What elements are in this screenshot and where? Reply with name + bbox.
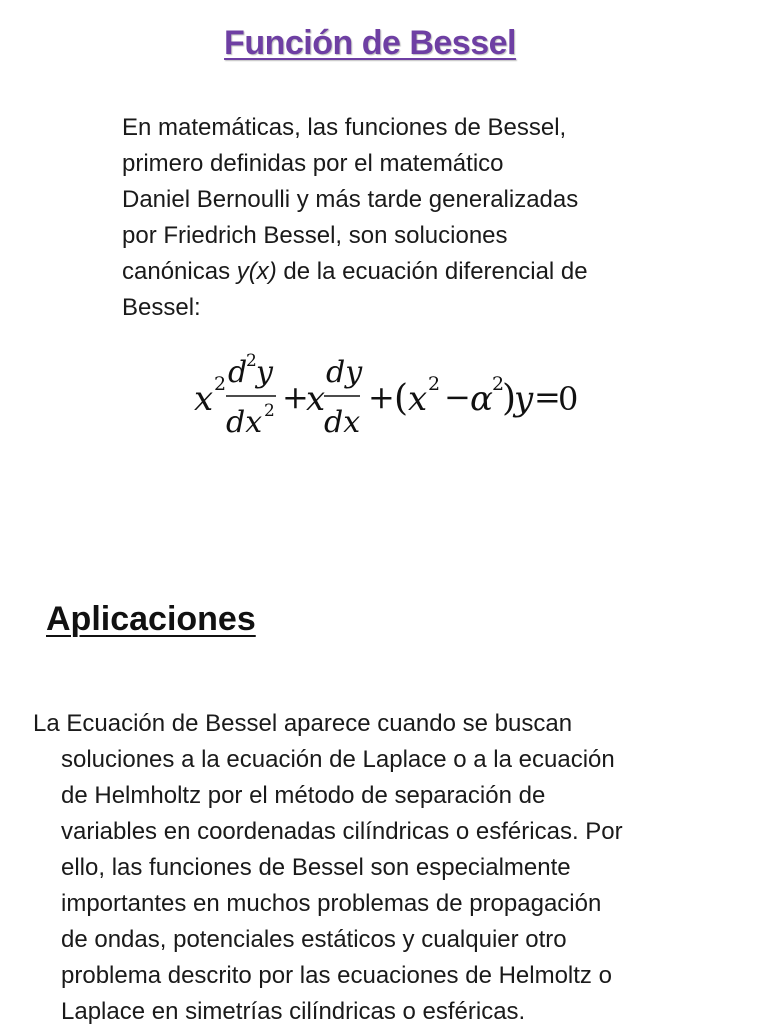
intro-text: de la ecuación diferencial de: [276, 258, 588, 285]
eq-alpha: α: [470, 379, 493, 419]
eq-rparen: ): [502, 378, 517, 419]
paragraph-line: importantes en muchos problemas de propagación: [61, 890, 602, 917]
eq-equals: =: [534, 378, 561, 416]
eq-lparen: (: [394, 378, 409, 419]
eq-x: x: [194, 379, 214, 419]
intro-line: Daniel Bernoulli y más tarde generalizadas: [122, 186, 579, 213]
paragraph-line: Laplace en simetrías cilíndricas o esféricas.: [61, 998, 526, 1025]
intro-line: [122, 254, 662, 290]
eq-sup: 2: [492, 373, 505, 395]
eq-sup: 2: [428, 373, 441, 395]
paragraph-line: de ondas, potenciales estáticos y cualquier otro: [61, 926, 567, 953]
intro-text: canónicas: [122, 258, 237, 285]
intro-paragraph: [122, 110, 662, 326]
paragraph-line: variables en coordenadas cilíndricas o esféricas. Por: [61, 818, 623, 845]
eq-minus: −: [444, 378, 471, 416]
eq-plus: +: [368, 378, 395, 416]
intro-line: por Friedrich Bessel, son soluciones: [122, 222, 508, 249]
intro-line: Bessel:: [122, 294, 201, 321]
paragraph-line: ello, las funciones de Bessel son especialmente: [61, 854, 571, 881]
paragraph-line: soluciones a la ecuación de Laplace o a la ecuación: [61, 746, 615, 773]
eq-y: y: [514, 379, 534, 419]
equation-svg: [190, 344, 590, 448]
eq-x: x: [306, 379, 326, 419]
intro-line: primero definidas por el matemático: [122, 150, 504, 177]
eq-x: x: [408, 379, 428, 419]
eq-plus: +: [282, 378, 309, 416]
paragraph-line: de Helmholtz por el método de separación de: [61, 782, 546, 809]
eq-sup: 2: [264, 401, 275, 421]
eq-zero: 0: [558, 380, 579, 418]
eq-dx: dx: [226, 405, 263, 440]
paragraph-line: La Ecuación de Bessel aparece cuando se buscan: [33, 710, 573, 737]
applications-paragraph: [33, 706, 753, 1030]
intro-italic-yx: y(x): [236, 258, 277, 285]
section-heading-aplicaciones: Aplicaciones: [46, 600, 256, 638]
paragraph-line: problema descrito por las ecuaciones de Helmoltz o: [61, 962, 612, 989]
intro-line: En matemáticas, las funciones de Bessel,: [122, 114, 567, 141]
eq-sup: 2: [214, 373, 227, 395]
page-title: Función de Bessel: [224, 24, 516, 62]
eq-dx: dx: [324, 405, 361, 440]
eq-d: d: [228, 355, 248, 390]
eq-dy: dy: [326, 355, 363, 390]
eq-sup: 2: [246, 351, 257, 371]
bessel-equation: [190, 344, 590, 448]
eq-y: y: [256, 355, 273, 390]
